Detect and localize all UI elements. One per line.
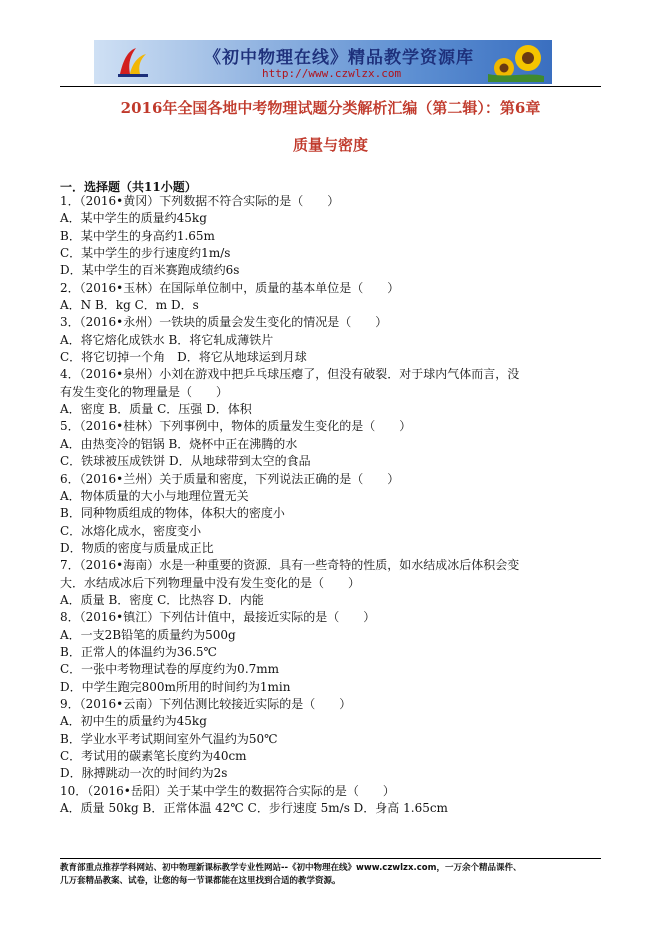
- question-line: 7．（2016•海南）水是一种重要的资源．具有一些奇特的性质，如水结成冰后体积会变: [60, 558, 520, 573]
- question-line: A．一支2B铅笔的质量约为500g: [60, 627, 236, 642]
- question-line: D．中学生跑完800m所用的时间约为1min: [60, 679, 291, 694]
- banner-title: 《初中物理在线》精品教学资源库: [204, 48, 474, 68]
- document-title: 2016年全国各地中考物理试题分类解析汇编（第二辑）：第6章: [120, 99, 541, 117]
- site-banner: [94, 40, 552, 84]
- sunflower-icon: [488, 42, 544, 82]
- question-line: D．物质的密度与质量成正比: [60, 540, 214, 555]
- question-list: [60, 193, 605, 817]
- question-line: C．冰熔化成水，密度变小: [60, 523, 202, 538]
- question-line: 大．水结成冰后下列物理量中没有发生变化的是（ ）: [60, 575, 361, 590]
- question-line: C．铁球被压成铁饼 D．从地球带到太空的食品: [60, 454, 311, 469]
- question-line: B．正常人的体温约为36.5℃: [60, 644, 217, 659]
- header-divider: [60, 86, 601, 87]
- question-line: B．同种物质组成的物体，体积大的密度小: [60, 506, 285, 521]
- section-heading: 一．选择题（共11小题）: [60, 180, 197, 194]
- question-line: C．某中学生的步行速度约1m/s: [60, 246, 231, 261]
- question-line: A．由热变冷的铝锅 B．烧杯中正在沸腾的水: [60, 436, 298, 451]
- question-line: 1．（2016•黄冈）下列数据不符合实际的是（ ）: [60, 194, 340, 208]
- site-logo-icon: [116, 46, 150, 78]
- document-subtitle: 质量与密度: [292, 136, 368, 154]
- question-line: A．将它熔化成铁水 B．将它轧成薄铁片: [60, 332, 274, 347]
- question-line: 3．（2016•永州）一铁块的质量会发生变化的情况是（ ）: [60, 315, 388, 330]
- banner-url[interactable]: http://www.czwlzx.com: [262, 67, 402, 80]
- question-line: 2．（2016•玉林）在国际单位制中，质量的基本单位是（ ）: [60, 280, 400, 295]
- question-line: B．学业水平考试期间室外气温约为50℃: [60, 731, 278, 746]
- question-line: A．某中学生的质量约45kg: [60, 211, 207, 226]
- question-line: C．考试用的碳素笔长度约为40cm: [60, 749, 247, 763]
- question-line: 10．（2016•岳阳）关于某中学生的数据符合实际的是（ ）: [60, 783, 395, 798]
- question-line: A．密度 B．质量 C．压强 D．体积: [60, 402, 252, 417]
- question-line: 6．（2016•兰州）关于质量和密度，下列说法正确的是（ ）: [60, 471, 400, 486]
- question-line: A．质量 B．密度 C．比热容 D．内能: [60, 592, 264, 607]
- question-line: 5．（2016•桂林）下列事例中，物体的质量发生变化的是（ ）: [60, 419, 412, 434]
- footer-line-2: 几万套精品教案、试卷，让您的每一节课都能在这里找到合适的教学资源。: [60, 876, 341, 886]
- question-line: D．某中学生的百米赛跑成绩约6s: [60, 263, 240, 278]
- question-line: A．初中生的质量约为45kg: [60, 714, 207, 729]
- question-line: 9．（2016•云南）下列估测比较接近实际的是（ ）: [60, 696, 352, 711]
- question-line: D．脉搏跳动一次的时间约为2s: [60, 766, 228, 781]
- question-line: B．某中学生的身高约1.65m: [60, 228, 215, 243]
- footer-divider: [60, 858, 601, 859]
- question-line: A．N B．kg C．m D．s: [60, 298, 199, 313]
- footer-line-1: 教育部重点推荐学科网站、初中物理新课标教学专业性网站--《初中物理在线》www.czwlzx.com，一万余个精品课件、: [60, 863, 522, 873]
- question-line: C．一张中考物理试卷的厚度约为0.7mm: [60, 662, 280, 677]
- page-footer: [60, 862, 605, 888]
- question-line: 8．（2016•镇江）下列估计值中，最接近实际的是（ ）: [60, 610, 376, 625]
- question-line: 有发生变化的物理量是（ ）: [60, 384, 229, 399]
- question-line: C．将它切掉一个角 D．将它从地球运到月球: [60, 350, 307, 365]
- question-line: A．质量 50kg B．正常体温 42℃ C．步行速度 5m/s D．身高 1.65cm: [60, 801, 448, 816]
- question-line: 4．（2016•泉州）小刘在游戏中把乒乓球压瘪了，但没有破裂．对于球内气体而言，没: [60, 367, 520, 382]
- question-line: A．物体质量的大小与地理位置无关: [60, 488, 249, 503]
